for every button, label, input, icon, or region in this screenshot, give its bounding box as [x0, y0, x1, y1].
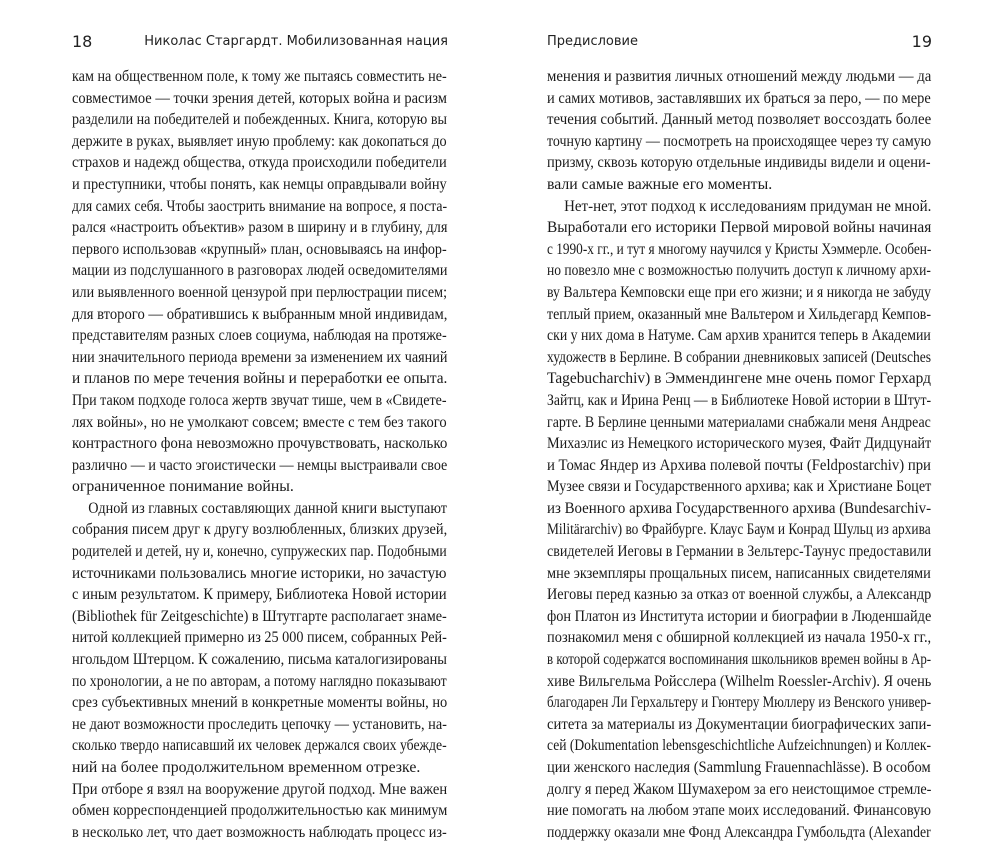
- text-line: гарте. В Берлине ценными материалами снабжали меня Андреас: [547, 413, 931, 431]
- text-line: с 1990-х гг., и тут я многому научился у Кристы Хэммерле. Особен-: [547, 240, 932, 258]
- text-line: в которой содержатся воспоминания школьников времен войны в Ар-: [547, 651, 932, 669]
- text-line: мне экземпляры прощальных писем, написанных свидетелями: [547, 564, 931, 582]
- text-line: вали самые важные его моменты.: [547, 175, 773, 193]
- text-line: При отборе я взял на вооружение другой подход. Мне важен: [72, 780, 448, 798]
- text-line: и самих мотивов, заставлявших их браться за перо, — по мере: [547, 89, 931, 107]
- text-line: Выработали его историки Первой мировой войны начиная: [547, 219, 932, 237]
- text-line: ции женского наследия (Sammlung Frauennachlässe). В особом: [547, 759, 931, 776]
- text-line: Музее связи и Государственного архива; как и Христиане Боцет: [547, 478, 932, 496]
- text-line: и Томас Яндер из Архива полевой почты (Feldpostarchiv) при: [547, 456, 931, 474]
- text-line: совместимое — точки зрения детей, которых война и расизм: [72, 89, 447, 107]
- text-line: по хронологии, а не по авторам, а потому наглядно показывают: [72, 672, 447, 690]
- text-line: обмен корреспонденцией продолжительностью как минимум: [72, 802, 448, 820]
- text-line: теплый прием, оказанный мне Вальтером и Хильдегард Кемпов-: [547, 305, 932, 323]
- text-line: или выявленного военной цензурой при перлюстрации писем;: [72, 283, 447, 301]
- text-line: течения событий. Данный метод позволяет воссоздать более: [547, 111, 932, 129]
- text-line: в несколько лет, что дает возможность наблюдать процесс из-: [72, 823, 447, 841]
- text-line: держите в руках, выявляет иную проблему: как докопаться до: [72, 132, 447, 150]
- text-line: кам на общественном поле, к тому же пытаясь совместить не-: [72, 68, 447, 85]
- text-line: рался «настроить объектив» разом в ширину и в глубину, для: [72, 219, 448, 237]
- text-line: нии значительного периода времени за изменением их чаяний: [72, 348, 448, 366]
- text-line: художеств в Берлине. В собрании дневниковых записей (Deutsches: [547, 348, 932, 366]
- text-line: ние помогать на любом этапе моих исследований. Финансовую: [547, 802, 931, 820]
- text-line: контрастного фона невозможно прочувствовать, насколько: [72, 435, 448, 453]
- text-line: собрания писем друг к другу возлюбленных, близких друзей,: [72, 521, 448, 539]
- text-line: Иеговы перед казнью за отказ от военной службы, а Александр: [547, 586, 932, 604]
- text-line: Зайтц, как и Ирина Ренц — в Библиотеке Новой истории в Штут-: [547, 391, 932, 409]
- text-line: для самих себя. Чтобы заострить внимание на вопросе, я поста-: [72, 197, 448, 215]
- text-line: для второго — обратившись к выбранным мной индивидам,: [72, 305, 448, 323]
- text-line: с иным результатом. К примеру, Библиотека Новой истории: [72, 586, 447, 604]
- text-line: ний на более продолжительном временном отрезке.: [72, 759, 421, 776]
- text-line: срез субъективных мнений в конкретные моменты войны, но: [72, 694, 448, 712]
- running-head: Предисловие: [547, 34, 638, 49]
- text-line: поддержку оказали мне Фонд Александра Гумбольдта (Alexander: [547, 823, 931, 841]
- body-text: [72, 66, 448, 843]
- paragraph-start-line: Одной из главных составляющих данной книги выступают: [88, 499, 448, 517]
- paragraph-start-line: Нет-нет, этот подход к исследованиям придуман не мной.: [564, 197, 932, 215]
- text-line: разделили на победителей и побежденных. Книга, которую вы: [72, 111, 447, 129]
- text-line: долгу я перед Жаком Шумахером за его неистощимое стремле-: [547, 780, 932, 798]
- text-line: не дают возможности проследить цепочку — установить, на-: [72, 715, 447, 733]
- running-head: Николас Старгардт. Мобилизованная нация: [144, 34, 448, 49]
- text-line: и планов по мере течения войны и переработки ее опыта.: [72, 370, 448, 388]
- text-line: и преступники, чтобы понять, как немцы оправдывали войну: [72, 175, 447, 193]
- text-line: познакомил меня с обширной коллекцией из начала 1950-х гг.,: [547, 629, 932, 647]
- text-line: сколько твердо написавший их человек держался своих убежде-: [72, 737, 447, 755]
- text-line: представителям разных слоев социума, наблюдая на протяже-: [72, 327, 447, 345]
- text-line: страхов и надежд общества, откуда происходили победители: [72, 154, 447, 172]
- text-line: точную картину — посмотреть на происходящее через ту самую: [547, 132, 932, 150]
- body-text: [547, 66, 932, 843]
- text-line: первого использовав «крупный» план, основываясь на инфор-: [72, 240, 447, 258]
- page-number: 19: [911, 32, 932, 51]
- text-line: хиве Вильгельма Ройсслера (Wilhelm Roessler-Archiv). Я очень: [547, 672, 932, 690]
- text-line: сей (Dokumentation lebensgeschichtliche Aufzeichnungen) и Коллек-: [547, 737, 932, 755]
- text-line: из Военного архива Государственного архива (Bundesarchiv-: [547, 499, 932, 517]
- right-page: [500, 0, 1000, 841]
- text-line: мации из подслушанного в разговорах людей осведомителями: [72, 262, 448, 280]
- text-line: ски у них дома в Натуме. Сам архив хранится теперь в Академии: [547, 327, 931, 345]
- text-line: нитой коллекцией примерно из 25 000 писем, собранных Рей-: [72, 629, 447, 647]
- text-line: нгольдом Штерцом. К сожалению, письма каталогизированы: [72, 651, 447, 669]
- text-line: источниками пользовались многие историки, но зачастую: [72, 564, 447, 582]
- text-line: свидетелей Иеговы в Германии в Зельтерс-Таунус предоставили: [547, 543, 932, 561]
- page-number: 18: [72, 32, 93, 51]
- text-line: Михаэлис из Немецкого исторического музея, Файт Дидцунайт: [547, 435, 932, 453]
- text-line: различно — и часто эгоистически — немцы выстраивали свое: [72, 456, 448, 474]
- text-line: менения и развития личных отношений между людьми — да: [547, 68, 932, 85]
- text-line: ву Вальтера Кемповски еще при его жизни; и я никогда не забуду: [547, 283, 932, 301]
- text-line: но повезло мне с возможностью получить доступ к личному архи-: [547, 262, 931, 280]
- text-line: ситета за материалы из Документации биографических запи-: [547, 715, 932, 733]
- left-page: [0, 0, 500, 841]
- text-line: фон Платон из Института истории и биографии в Люденшайде: [547, 607, 932, 625]
- text-line: призму, сквозь которую отдельные индивиды видели и оцени-: [547, 154, 931, 172]
- text-line: При таком подходе голоса жертв звучат тише, чем в «Свидете-: [72, 391, 447, 409]
- text-line: Tagebucharchiv) в Эммендингене мне очень помог Герхард: [547, 370, 931, 388]
- text-line: (Bibliothek für Zeitgeschichte) в Штутгарте располагает знаме-: [72, 607, 447, 625]
- text-line: родителей и детей, ну и, конечно, супружеских пар. Подобными: [72, 543, 447, 561]
- text-line: благодарен Ли Герхальтеру и Гюнтеру Мюллеру из Венского универ-: [547, 694, 932, 712]
- text-line: Militärarchiv) во Фрайбурге. Клаус Баум и Конрад Шульц из архива: [547, 521, 931, 539]
- text-line: ограниченное понимание войны.: [72, 478, 294, 496]
- text-line: лях войны», но не умолкают совсем; вместе с тем без такого: [72, 413, 447, 431]
